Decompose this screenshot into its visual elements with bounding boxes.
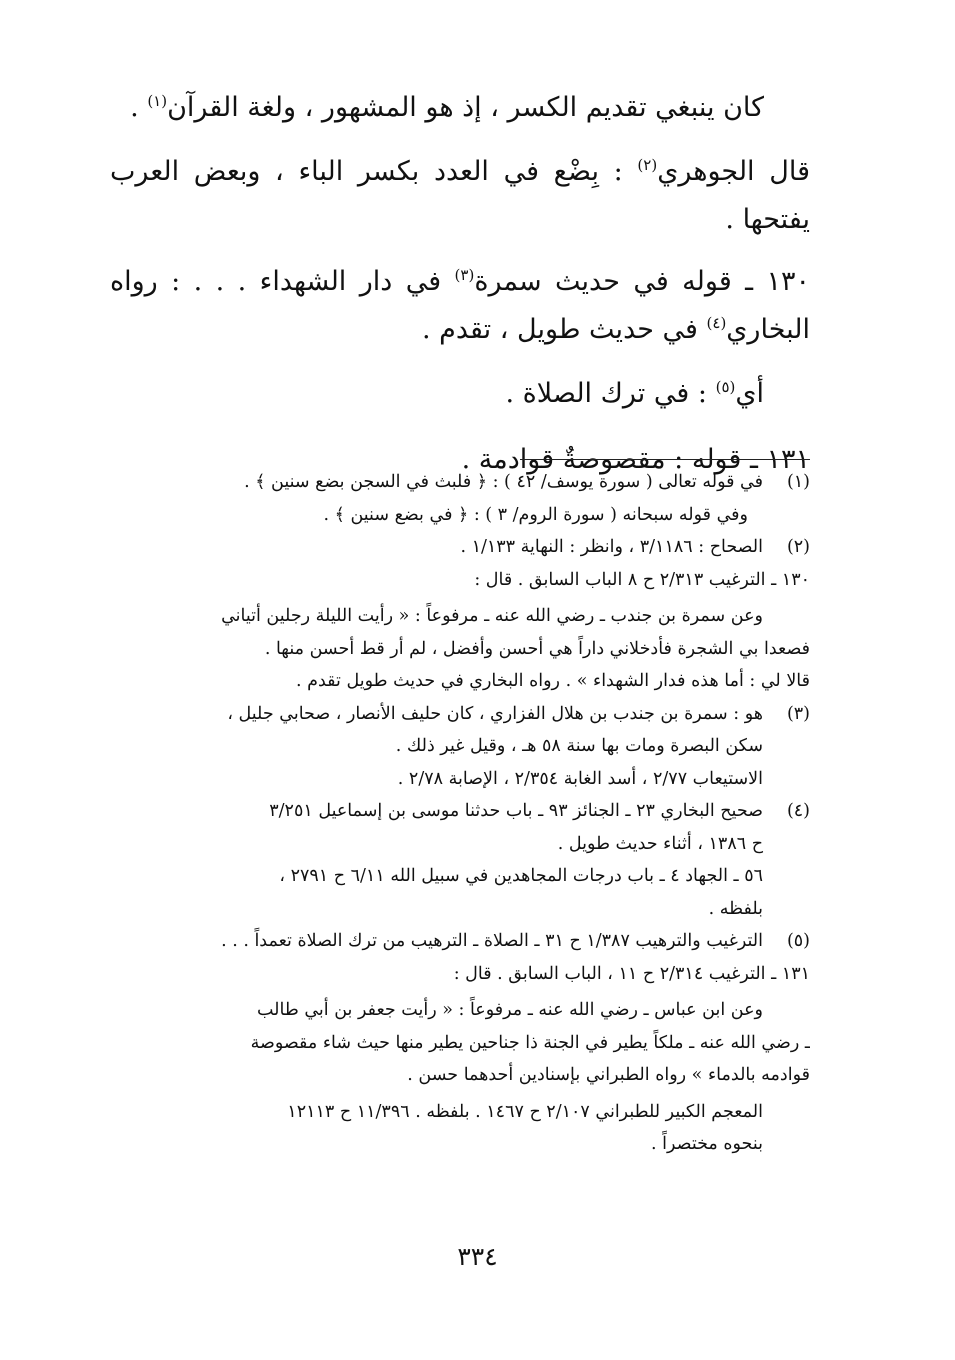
footnote-ref-4[interactable]: (٤) (706, 314, 727, 332)
footnote-text: ٥٦ ـ الجهاد ٤ ـ باب درجات المجاهدين في سبيل الله ٦/١١ ح ٢٧٩١ ، (279, 866, 763, 886)
footnote-line (110, 1096, 810, 1129)
footnote-text: الاستيعاب ٢/٧٧ ، أسد الغابة ٢/٣٥٤ ، الإصابة ٢/٧٨ . (397, 768, 763, 789)
text-run: في حديث طويل ، تقدم . (421, 314, 707, 345)
footnote-text: ١٣٠ ـ الترغيب ٢/٣١٣ ح ٨ الباب السابق . قال : (474, 569, 810, 590)
footnote-line (110, 1128, 810, 1161)
footnote-line (110, 994, 810, 1027)
footnote-text: فصعدا بي الشجرة فأدخلاني داراً هي أحسن وأفضل ، لم أر قط أحسن منها . (264, 638, 810, 659)
footnote-line (110, 564, 810, 597)
footnote-line (110, 499, 810, 532)
text-run: ١٣١ ـ قوله : مقصوصةٌ قوادمة . (461, 444, 810, 475)
text-run: : بِضْع في العدد بكسر الباء ، وبعض العرب يفتحها . (110, 156, 810, 235)
text-run: . (130, 92, 148, 123)
footnote-line (110, 698, 810, 731)
footnote-text: الصحاح : ٣/١١٨٦ ، وانظر : النهاية ١/١٣٣ . (460, 537, 763, 557)
footnote-line (110, 531, 810, 564)
footnote-line (110, 763, 810, 796)
footnote-number: (٢) (786, 537, 810, 557)
footnote-text: ١٣١ ـ الترغيب ٢/٣١٤ ح ١١ ، الباب السابق . قال : (453, 963, 810, 984)
footnote-line (110, 665, 810, 698)
footnotes (110, 466, 810, 1161)
footnote-text: ح ١٣٨٦ ، أثناء حديث طويل . (557, 833, 763, 854)
footnote-text: صحيح البخاري ٢٣ ـ الجنائز ٩٣ ـ باب حدثنا موسى بن إسماعيل ٣/٢٥١ (269, 801, 763, 821)
text-run: : في ترك الصلاة . (505, 378, 716, 409)
footnote-line (110, 1027, 810, 1060)
footnote-line (110, 828, 810, 861)
footnote-line (110, 860, 810, 893)
text-run: كان ينبغي تقديم الكسر ، إذ هو المشهور ، ولغة القرآن (167, 92, 764, 123)
footnote-number: (٣) (786, 703, 810, 724)
footnote-text: ـ رضي الله عنه ـ ملكاً يطير في الجنة ذا جناحين يطير منها حيث شاء مقصوصة (250, 1032, 810, 1053)
footnote-number: (٥) (786, 931, 810, 951)
footnote-text: الترغيب والترهيب ١/٣٨٧ ح ٣١ ـ الصلاة ـ الترهيب من ترك الصلاة تعمداً . . . (221, 931, 763, 951)
footnote-text: في قوله تعالى ( سورة يوسف/ ٤٢ ) : ﴿ فلبث في السجن بضع سنين ﴾ . (244, 472, 763, 492)
footnote-ref-1[interactable]: (١) (147, 92, 168, 110)
text-run: في دار الشهداء . . . : رواه (110, 266, 455, 297)
main-line (110, 258, 810, 354)
main-line (110, 368, 810, 420)
footnote-text: قوادمه بالدماء » رواه الطبراني بإسنادين أحدهما حسن . (407, 1065, 810, 1085)
main-line (110, 82, 810, 134)
footnote-text: وعن ابن عباس ـ رضي الله عنه ـ مرفوعاً : « رأيت جعفر بن أبي طالب (257, 1000, 763, 1020)
footnote-number: (٤) (786, 801, 810, 821)
footnote-text: قالا لي : أما هذه فدار الشهداء » . رواه البخاري في حديث طويل تقدم . (296, 671, 810, 691)
footnote-line (110, 466, 810, 499)
footnote-line (110, 958, 810, 991)
footnote-text: سكن البصرة ومات بها سنة ٥٨ هـ ، وقيل غير ذلك . (395, 736, 763, 756)
footnote-text: هو : سمرة بن جندب بن هلال الفزاري ، كان حليف الأنصار ، صحابي جليل ، (227, 703, 763, 724)
footnote-number: (١) (786, 472, 810, 492)
text-run: أي (735, 378, 764, 409)
footnote-text: وعن سمرة بن جندب ـ رضي الله عنه ـ مرفوعاً : « رأيت الليلة رجلين أتياني (221, 606, 763, 626)
text-run: قال الجوهري (657, 156, 810, 187)
footnote-text: بنحوه مختصراً . (651, 1134, 763, 1154)
footnote-line (110, 600, 810, 633)
footnote-separator (520, 459, 810, 460)
footnote-line (110, 795, 810, 828)
footnote-text: المعجم الكبير للطبراني ٢/١٠٧ ح ١٤٦٧ . بلفظه . ١١/٣٩٦ ح ١٢١١٣ (287, 1101, 763, 1122)
footnote-line (110, 633, 810, 666)
footnote-ref-2[interactable]: (٢) (637, 156, 658, 174)
text-run: البخاري (726, 314, 810, 345)
footnote-ref-3[interactable]: (٣) (454, 266, 475, 284)
footnote-line (110, 925, 810, 958)
page-number: ٣٣٤ (457, 1242, 498, 1271)
main-line (110, 148, 810, 244)
footnote-text: وفي قوله سبحانه ( سورة الروم/ ٣ ) : ﴿ في بضع سنين ﴾ . (323, 504, 748, 525)
footnote-line (110, 893, 810, 926)
main-text (110, 82, 810, 486)
text-run: ١٣٠ ـ قوله في حديث سمرة (474, 266, 810, 297)
footnote-ref-5[interactable]: (٥) (715, 378, 736, 396)
footnote-text: بلفظه . (708, 898, 763, 919)
footnote-line (110, 1059, 810, 1092)
footnote-line (110, 730, 810, 763)
